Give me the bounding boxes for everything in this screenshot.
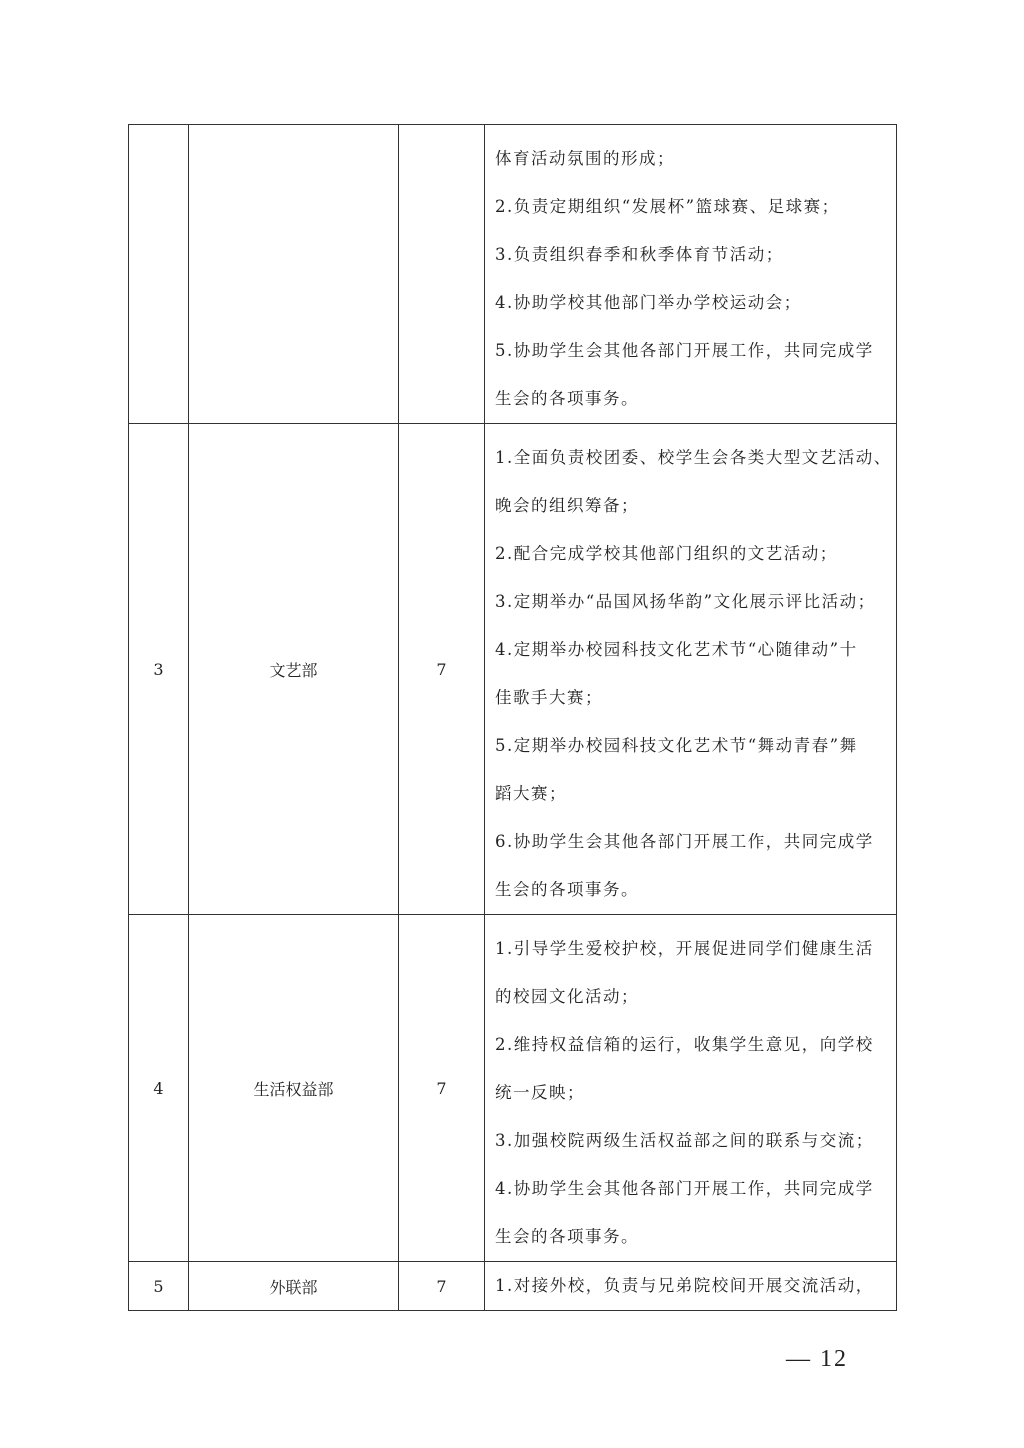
duty-line: 2.维持权益信箱的运行，收集学生意见，向学校: [495, 1035, 874, 1054]
duty-line: 5.定期举办校园科技文化艺术节“舞动青春”舞: [495, 736, 858, 755]
duties-cell: [485, 915, 897, 1262]
department-name-cell: [189, 125, 399, 424]
duty-line: 4.定期举办校园科技文化艺术节“心随律动”十: [495, 640, 858, 659]
member-count-cell: [399, 125, 485, 424]
row-number-cell: 5: [129, 1262, 189, 1311]
duty-line: 2.负责定期组织“发展杯”篮球赛、足球赛；: [495, 197, 840, 216]
duty-line: 4.协助学生会其他各部门开展工作，共同完成学: [495, 1179, 874, 1198]
table-row: [129, 424, 897, 915]
duties-cell: [485, 424, 897, 915]
duty-line: 1.引导学生爱校护校，开展促进同学们健康生活: [495, 939, 874, 958]
page-number: — 12: [786, 1346, 848, 1372]
duty-line: 5.协助学生会其他各部门开展工作，共同完成学: [495, 341, 874, 360]
row-number-cell: 4: [129, 915, 189, 1262]
row-number-cell: [129, 125, 189, 424]
department-duty-table: [128, 124, 897, 1311]
duty-line: 2.配合完成学校其他部门组织的文艺活动；: [495, 544, 838, 563]
duty-line: 4.协助学校其他部门举办学校运动会；: [495, 293, 802, 312]
duty-line: 晚会的组织筹备；: [495, 496, 639, 515]
row-number-cell: 3: [129, 424, 189, 915]
department-name-cell: 生活权益部: [189, 915, 399, 1262]
department-name-cell: 外联部: [189, 1262, 399, 1311]
member-count-cell: 7: [399, 915, 485, 1262]
table-row: [129, 1262, 897, 1311]
duty-line: 的校园文化活动；: [495, 987, 639, 1006]
table-row: [129, 915, 897, 1262]
duty-line: 3.加强校院两级生活权益部之间的联系与交流；: [495, 1131, 874, 1150]
duty-line: 生会的各项事务。: [495, 389, 639, 408]
duties-cell: [485, 125, 897, 424]
member-count-cell: 7: [399, 424, 485, 915]
duty-line: 体育活动氛围的形成；: [495, 149, 675, 168]
duty-line: 蹈大赛；: [495, 784, 567, 803]
duty-line: 3.定期举办“品国风扬华韵”文化展示评比活动；: [495, 592, 876, 611]
duty-line: 1.对接外校，负责与兄弟院校间开展交流活动，: [495, 1276, 874, 1295]
duty-line: 6.协助学生会其他各部门开展工作，共同完成学: [495, 832, 874, 851]
duty-line: 1.全面负责校团委、校学生会各类大型文艺活动、: [495, 448, 892, 467]
duty-line: 生会的各项事务。: [495, 1227, 639, 1246]
duty-line: 3.负责组织春季和秋季体育节活动；: [495, 245, 784, 264]
duty-line: 生会的各项事务。: [495, 880, 639, 899]
department-name-cell: 文艺部: [189, 424, 399, 915]
member-count-cell: 7: [399, 1262, 485, 1311]
duties-cell: [485, 1262, 897, 1311]
table-row: [129, 125, 897, 424]
duty-line: 统一反映；: [495, 1083, 585, 1102]
duty-line: 佳歌手大赛；: [495, 688, 603, 707]
